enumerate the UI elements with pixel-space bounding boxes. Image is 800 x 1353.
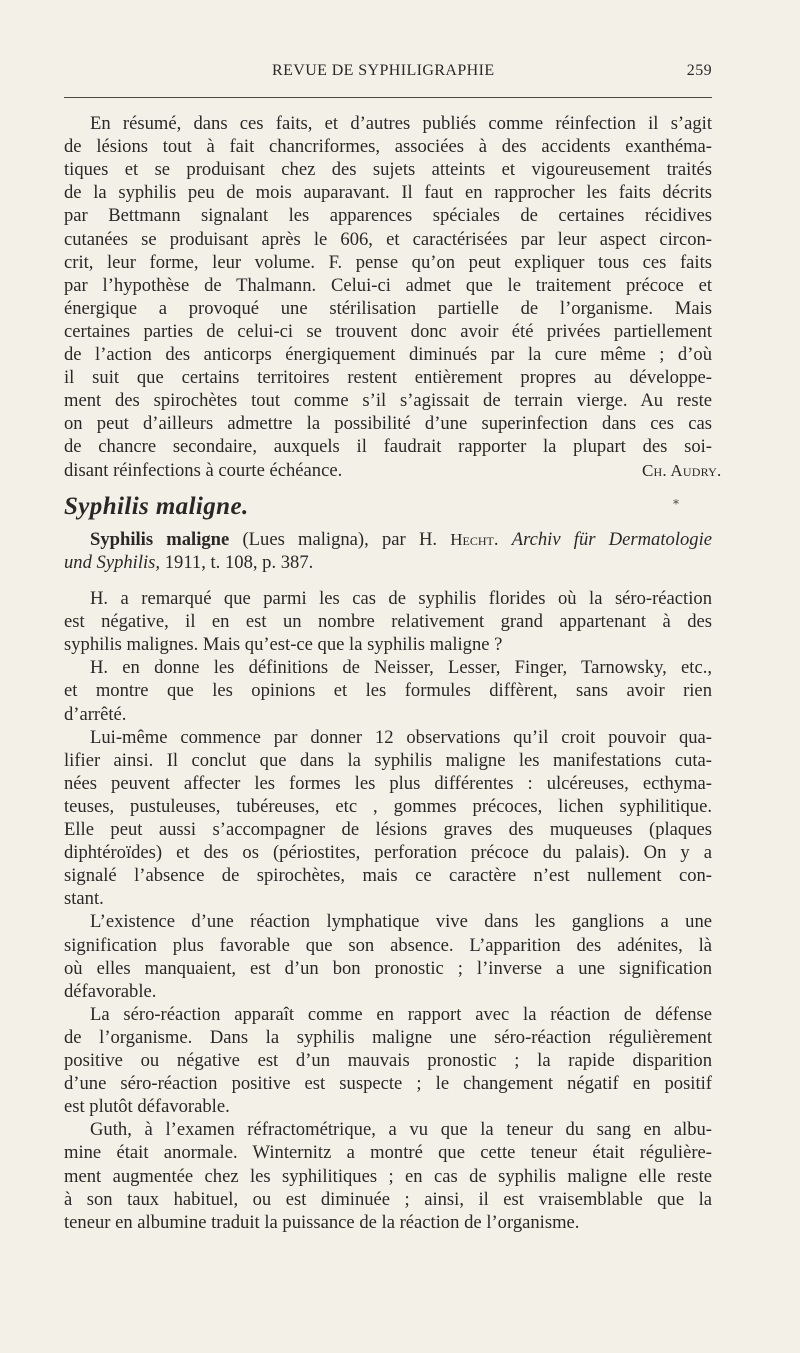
- paragraph-line: syphilis malignes. Mais qu’est-ce que la syphilis maligne ?: [64, 634, 503, 656]
- paragraph-line: stant.: [64, 888, 104, 910]
- paragraph-line: signification plus favorable que son absence. L’apparition des adénites, là: [64, 934, 712, 956]
- paragraph-line: L’existence d’une réaction lymphatique vive dans les ganglions a une: [90, 911, 712, 933]
- summary-line: disant réinfections à courte échéance. Ch. Audry.: [64, 459, 722, 481]
- paragraph-line: de l’organisme. Dans la syphilis maligne une séro-réaction régulièrement: [64, 1026, 712, 1048]
- citation-title: Syphilis maligne: [90, 529, 230, 550]
- paragraph-line: positive ou négative est d’un mauvais pronostic ; la rapide disparition: [64, 1050, 712, 1071]
- summary-line: de l’action des anticorps énergiquement diminués par la cure même ; d’où: [64, 344, 712, 365]
- summary-line: ment des spirochètes tout comme s’il s’agissait de terrain vierge. Au reste: [64, 390, 712, 412]
- summary-line: cutanées se produisant après le 606, et caractérisées par leur aspect circon-: [64, 228, 712, 250]
- paragraph-line: H. a remarqué que parmi les cas de syphilis florides où la séro-réaction: [90, 588, 712, 609]
- citation-journal-line-2: und Syphilis,: [64, 552, 161, 573]
- paragraph-line: lifier ainsi. Il conclut que dans la syphilis maligne les manifestations cuta-: [64, 749, 712, 771]
- paragraph-line: est négative, il en est un nombre relativement grand appartenant à des: [64, 611, 712, 633]
- paragraph-line: ment augmentée chez les syphilitiques ; en cas de syphilis maligne elle reste: [64, 1165, 712, 1187]
- paragraph-line: La séro-réaction apparaît comme en rapport avec la réaction de défense: [90, 1003, 712, 1025]
- paragraph-line: Lui-même commence par donner 12 observations qu’il croit pouvoir qua-: [90, 726, 712, 748]
- summary-line: certaines parties de celui-ci se trouvent donc avoir été privées partiellement: [64, 320, 712, 342]
- summary-line: par Bettmann signalant les apparences spéciales de certaines récidives: [64, 205, 712, 227]
- summary-line: énergique a provoqué une stérilisation partielle de l’organisme. Mais: [64, 297, 712, 319]
- page-number: 259: [686, 62, 712, 79]
- citation-title-rest: (Lues maligna), par H.: [229, 529, 451, 550]
- citation-separator: .: [493, 529, 512, 550]
- citation-author: Hecht: [450, 530, 494, 549]
- summary-line: de la syphilis peu de mois auparavant. Il faut en rapprocher les faits décrits: [64, 182, 712, 204]
- paragraph-line: et montre que les opinions et les formules diffèrent, sans avoir rien: [64, 680, 712, 702]
- summary-line: tiques et se produisant chez des sujets atteints et vigoureusement traités: [64, 159, 712, 181]
- paragraph-line: Guth, à l’examen réfractométrique, a vu que la teneur du sang en albu-: [90, 1119, 712, 1141]
- citation-line-2: [64, 551, 712, 574]
- paragraph-line: d’une séro-réaction positive est suspecte ; le changement négatif en positif: [64, 1073, 712, 1095]
- journal-title: REVUE DE SYPHILIGRAPHIE: [272, 62, 495, 79]
- paragraph-line: d’arrêté.: [64, 703, 127, 725]
- summary-signature: Ch. Audry.: [642, 460, 722, 480]
- section-title: Syphilis maligne.: [64, 493, 249, 520]
- summary-line: par l’hypothèse de Thalmann. Celui-ci admet que le traitement précoce et: [64, 274, 712, 296]
- paragraph-line: nées peuvent affecter les formes les plus différentes : ulcéreuses, ecthyma-: [64, 772, 712, 794]
- summary-line: on peut d’ailleurs admettre la possibilité d’une superinfection dans ces cas: [64, 413, 712, 435]
- paragraph-line: Elle peut aussi s’accompagner de lésions graves des muqueuses (plaques: [64, 819, 712, 840]
- citation-journal-line-1: Archiv für Dermatologie: [511, 529, 712, 550]
- paragraph-line: H. en donne les définitions de Neisser, Lesser, Finger, Tarnowsky, etc.,: [90, 657, 712, 679]
- paragraph-line: signalé l’absence de spirochètes, mais ce caractère n’est nullement con-: [64, 865, 712, 887]
- summary-line: de lésions tout à fait chancriformes, associées à des accidents exanthéma-: [64, 136, 712, 158]
- summary-line: crit, leur forme, leur volume. F. pense qu’on peut expliquer tous ces faits: [64, 251, 712, 273]
- summary-line: il suit que certains territoires restent entièrement propres au développe-: [64, 367, 712, 389]
- paragraph-line: diphtéroïdes) et des os (périostites, perforation précoce du palais). On y a: [64, 842, 712, 864]
- summary-line: En résumé, dans ces faits, et d’autres publiés comme réinfection il s’agit: [90, 113, 712, 134]
- paragraph-line: mine était anormale. Winternitz a montré que cette teneur était régulière-: [64, 1142, 712, 1164]
- header-rule: [64, 97, 712, 98]
- paragraph-line: est plutôt défavorable.: [64, 1096, 230, 1118]
- paragraph-line: défavorable.: [64, 980, 157, 1002]
- paragraph-line: teuses, pustuleuses, tubéreuses, etc , gommes précoces, lichen syphilitique.: [64, 795, 712, 817]
- paragraph-line: où elles manquaient, est d’un bon pronostic ; l’inverse a une signification: [64, 957, 712, 979]
- section-mark: *: [673, 497, 679, 511]
- summary-line: de chancre secondaire, auxquels il faudrait rapporter la plupart des soi-: [64, 436, 712, 458]
- running-header: [64, 62, 712, 86]
- paragraph-line: teneur en albumine traduit la puissance de la réaction de l’organisme.: [64, 1211, 580, 1233]
- citation-line-1: [64, 528, 712, 551]
- citation-details: 1911, t. 108, p. 387.: [160, 552, 314, 573]
- paragraph-line: à son taux habituel, ou est diminuée ; ainsi, il est vraisemblable que la: [64, 1188, 712, 1210]
